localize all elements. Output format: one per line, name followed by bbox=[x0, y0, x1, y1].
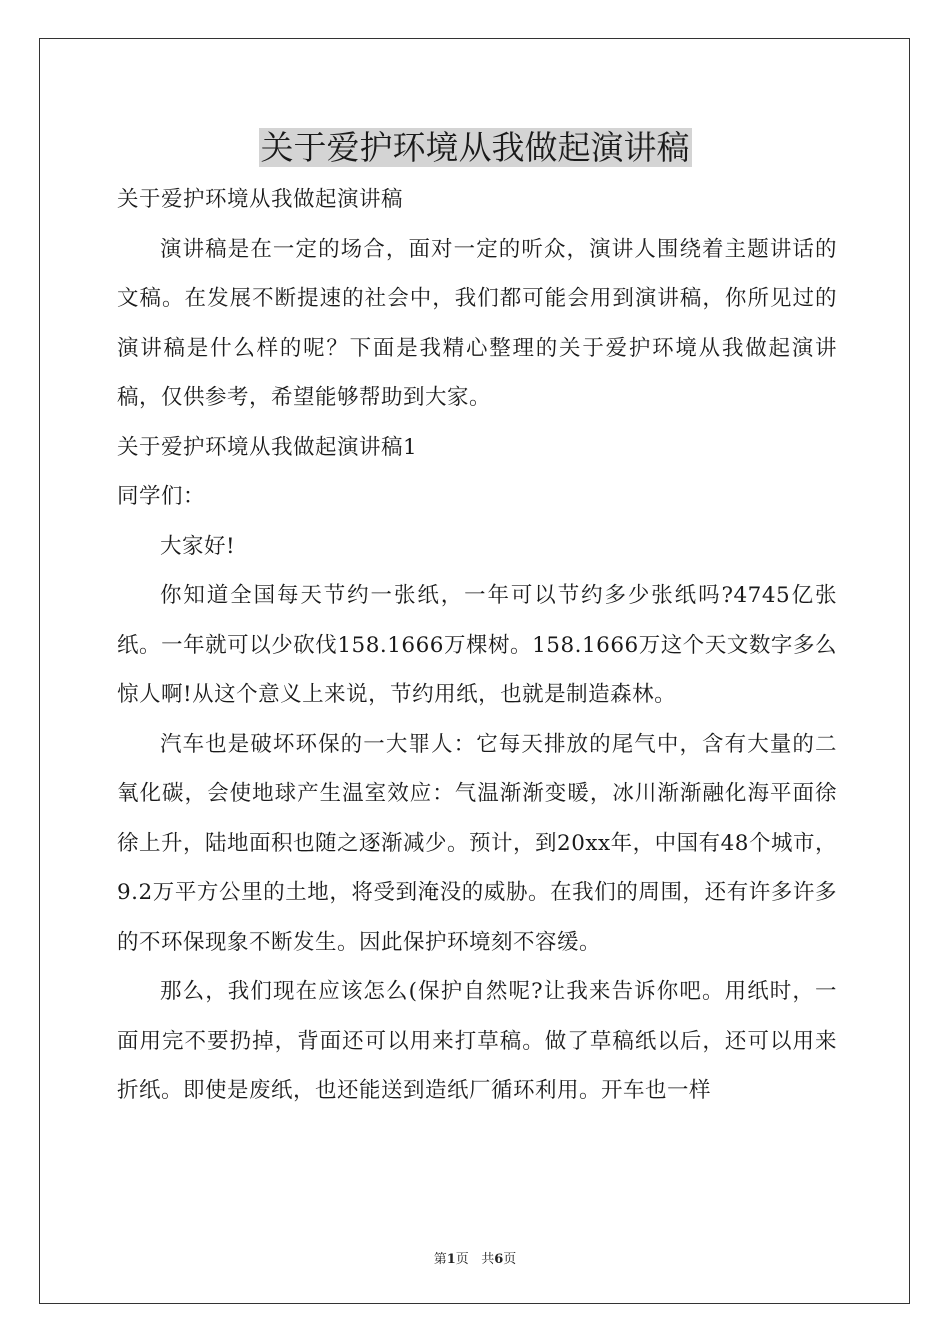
document-title bbox=[0, 124, 950, 172]
paragraph: 关于爱护环境从我做起演讲稿1 bbox=[117, 434, 418, 460]
paragraph: 同学们： bbox=[117, 484, 206, 509]
page-total: 6 bbox=[494, 1252, 504, 1267]
page-footer bbox=[0, 1248, 950, 1267]
page-prefix: 第 bbox=[433, 1252, 447, 1267]
paragraph: 大家好! bbox=[160, 533, 236, 559]
total-prefix: 共 bbox=[481, 1252, 495, 1267]
document-body bbox=[117, 175, 837, 1116]
page-suffix: 页 bbox=[455, 1252, 469, 1267]
document-title-text: 关于爱护环境从我做起演讲稿 bbox=[260, 128, 690, 167]
paragraph: 你知道全国每天节约一张纸，一年可以节约多少张纸吗?4745亿张纸。一年就可以少砍伐158.1666万棵树。158.1666万这个天文数字多么惊人啊!从这个意义上来说，节约用纸，也就是制造森林。 bbox=[117, 583, 837, 707]
paragraph: 汽车也是破坏环保的一大罪人：它每天排放的尾气中，含有大量的二氧化碳，会使地球产生温室效应：气温渐渐变暖，冰川渐渐融化海平面徐徐上升，陆地面积也随之逐渐减少。预计，到20xx年，中国有48个城市，9.2万平方公里的土地，将受到淹没的威胁。在我们的周围，还有许多许多的不环保现象不断发生。因此保护环境刻不容缓。 bbox=[117, 731, 837, 955]
paragraph: 关于爱护环境从我做起演讲稿 bbox=[117, 187, 404, 212]
paragraph: 演讲稿是在一定的场合，面对一定的听众，演讲人围绕着主题讲话的文稿。在发展不断提速的社会中，我们都可能会用到演讲稿，你所见过的演讲稿是什么样的呢？下面是我精心整理的关于爱护环境从我做起演讲稿，仅供参考，希望能够帮助到大家。 bbox=[117, 236, 837, 410]
paragraph: 那么，我们现在应该怎么(保护自然呢?让我来告诉你吧。用纸时，一面用完不要扔掉，背面还可以用来打草稿。做了草稿纸以后，还可以用来折纸。即使是废纸，也还能送到造纸厂循环利用。开车也一样 bbox=[117, 979, 837, 1103]
page-current: 1 bbox=[446, 1252, 456, 1267]
total-suffix: 页 bbox=[503, 1252, 517, 1267]
